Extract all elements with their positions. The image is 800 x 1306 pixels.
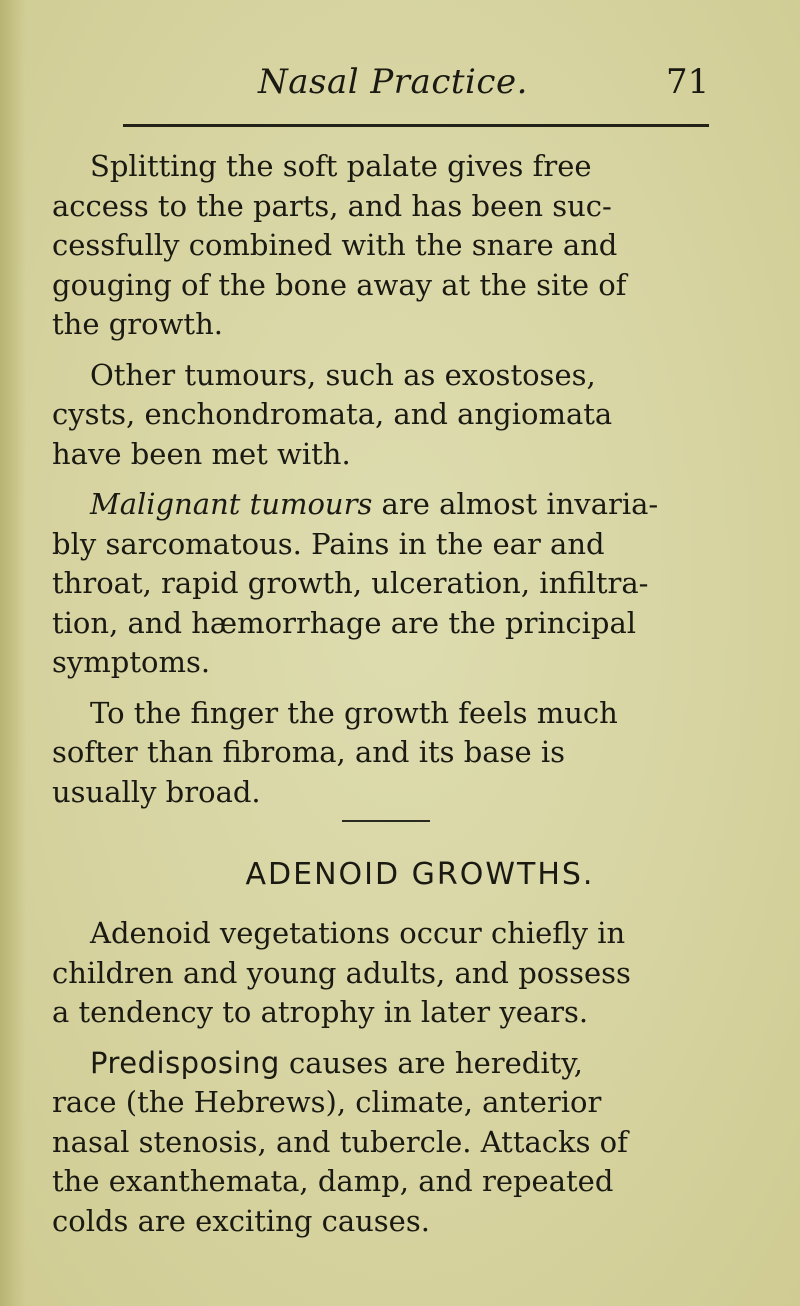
paragraph-text: To the finger the growth feels much softer than fibroma, and its base is usually broad. [52, 695, 618, 809]
paragraph-text: Adenoid vegetations occur chiefly in children and young adults, and possess a tendency to atrophy in later years. [52, 916, 631, 1029]
paragraph-lead-italic: Malignant tumours [90, 487, 373, 521]
paragraph-adenoid-vegetations [52, 914, 732, 1033]
paragraph-text: Splitting the soft palate gives free access to the parts, and has been suc- cessfully combined with the snare and gouging of the bone away at the site of the growth. [52, 149, 627, 341]
running-header [0, 62, 800, 112]
header-rule [123, 124, 709, 127]
paragraph-lead-sans: Predisposing [90, 1045, 280, 1080]
section-heading: ADENOID GROWTHS. [245, 857, 595, 892]
running-title: Nasal Practice. [258, 62, 528, 102]
paragraph-splitting-palate [52, 147, 732, 345]
section-divider [342, 820, 430, 822]
paragraph-predisposing-causes [52, 1044, 732, 1242]
page-number: 71 [666, 62, 710, 102]
paragraph-text: are almost invaria- bly sarcomatous. Pains in the ear and throat, rapid growth, ulceration, infiltra- tion, and hæmorrhage are the principal symptoms. [52, 487, 659, 679]
section-body-text [52, 914, 732, 1252]
paragraph-text: causes are heredity, race (the Hebrews), climate, anterior nasal stenosis, and tubercle. Attacks of the exanthemata, damp, and repeated colds are exciting causes. [52, 1045, 628, 1238]
page-gutter-shadow [0, 0, 26, 1306]
paragraph-other-tumours [52, 356, 732, 475]
body-text [52, 147, 732, 812]
paragraph-malignant-tumours [52, 485, 732, 683]
paragraph-text: Other tumours, such as exostoses, cysts, enchondromata, and angiomata have been met with. [52, 357, 613, 471]
paragraph-finger-feel [52, 694, 732, 813]
